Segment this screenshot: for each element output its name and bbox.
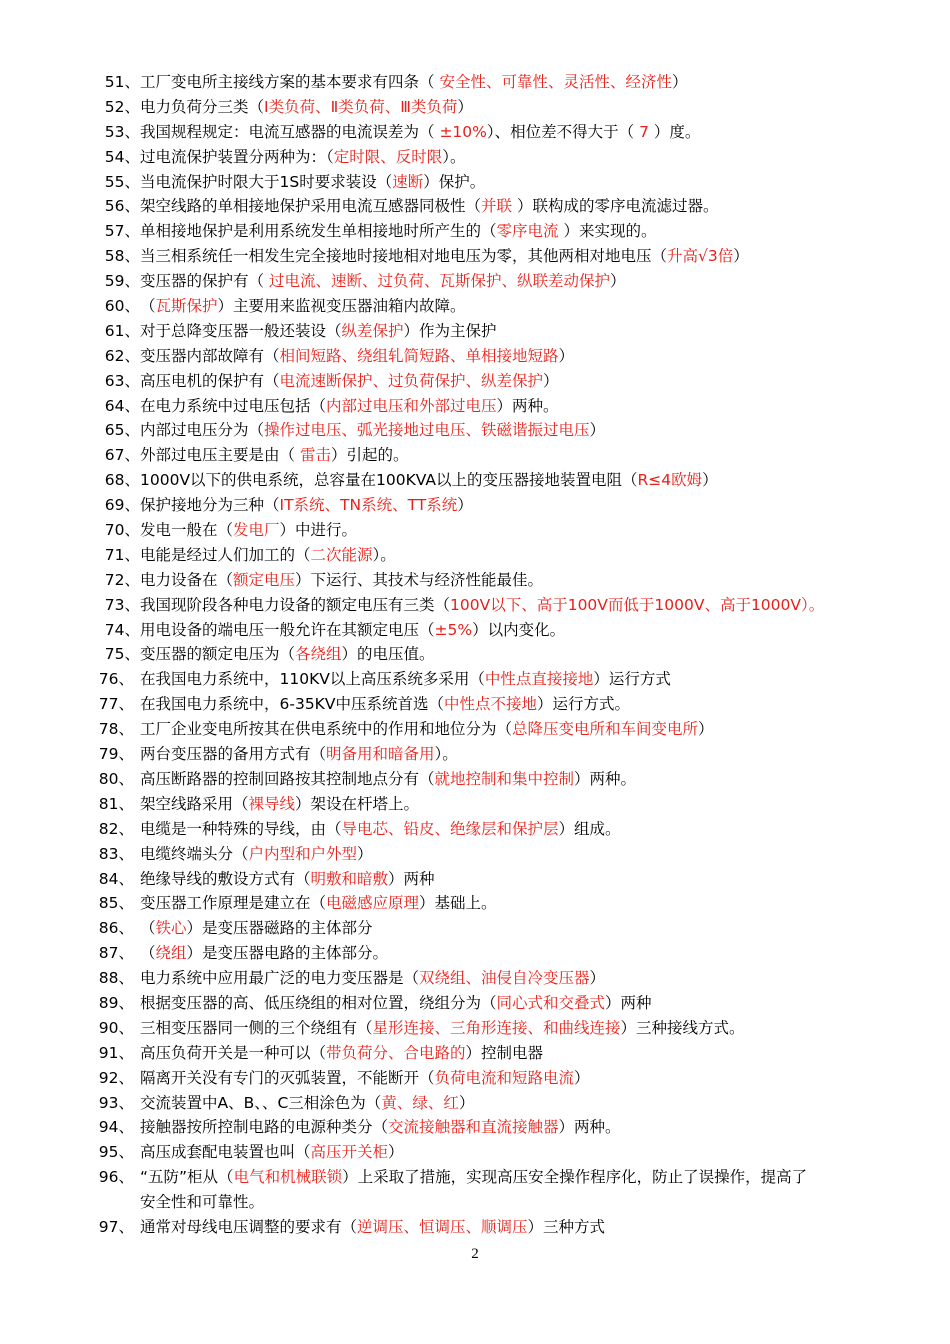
question-line bbox=[0, 1066, 950, 1091]
prompt-text: 对于总降变压器一般还装设（ bbox=[140, 321, 342, 340]
prompt-text: 交流装置中A、B、、C三相涂色为（ bbox=[140, 1093, 382, 1112]
prompt-text: ）两种。 bbox=[496, 396, 559, 415]
question-text bbox=[140, 941, 388, 966]
prompt-text: ） bbox=[357, 844, 373, 863]
question-text bbox=[140, 593, 824, 618]
question-text bbox=[140, 1016, 745, 1041]
answer-text: 安全性、可靠性、灵活性、经济性 bbox=[439, 73, 672, 91]
question-number: 83、 bbox=[98, 844, 134, 863]
answer-text: 相间短路、绕组轧简短路、单相接地短路 bbox=[279, 346, 559, 365]
prompt-text: 发电一般在（ bbox=[140, 521, 234, 540]
prompt-text: 高压断路器的控制回路按其控制地点分有（ bbox=[140, 769, 435, 788]
question-text bbox=[140, 394, 559, 419]
question-number: 97、 bbox=[98, 1217, 134, 1236]
question-text bbox=[140, 1115, 621, 1140]
question-line bbox=[0, 717, 950, 742]
prompt-text: ） bbox=[543, 371, 559, 390]
question-text bbox=[140, 891, 497, 916]
question-number: 91、 bbox=[98, 1043, 134, 1062]
prompt-text: 高压成套配电装置也叫（ bbox=[140, 1143, 311, 1162]
answer-text: ±5% bbox=[434, 620, 473, 639]
question-number: 82、 bbox=[98, 819, 134, 838]
prompt-text: ）两种 bbox=[388, 869, 435, 888]
prompt-text: ）下运行、其技术与经济性能最佳。 bbox=[295, 570, 544, 589]
prompt-text: 变压器的保护有（ bbox=[140, 272, 269, 291]
answer-text: 高压开关柜 bbox=[310, 1143, 389, 1162]
question-number: 62、 bbox=[104, 346, 140, 365]
answer-text: 就地控制和集中控制 bbox=[434, 769, 575, 788]
prompt-text: 在电力系统中过电压包括（ bbox=[140, 396, 327, 415]
prompt-text: 通常对母线电压调整的要求有（ bbox=[140, 1217, 358, 1236]
answer-text: ±10% bbox=[439, 122, 487, 141]
answer-text: 零序电流 bbox=[496, 222, 559, 241]
question-text bbox=[140, 170, 485, 195]
prompt-text: ）控制电器 bbox=[465, 1043, 544, 1062]
question-line bbox=[0, 568, 950, 593]
prompt-text: ） bbox=[702, 471, 718, 490]
prompt-text: 工厂企业变电所按其在供电系统中的作用和地位分为（ bbox=[140, 720, 513, 739]
question-number: 71、 bbox=[104, 545, 140, 564]
question-text bbox=[140, 1190, 264, 1215]
question-number: 89、 bbox=[98, 993, 134, 1012]
question-number: 84、 bbox=[98, 869, 134, 888]
prompt-text: ）来实现的。 bbox=[558, 222, 657, 241]
prompt-text: 变压器内部故障有（ bbox=[140, 346, 280, 365]
prompt-text: ）运行方式。 bbox=[536, 695, 630, 714]
question-number: 93、 bbox=[98, 1093, 134, 1112]
answer-text: 内部过电压和外部过电压 bbox=[326, 396, 497, 415]
question-number: 51、 bbox=[104, 73, 140, 91]
question-number: 94、 bbox=[98, 1118, 134, 1137]
prompt-text: 当电流保护时限大于1S时要求装设（ bbox=[140, 172, 393, 191]
answer-text: 瓦斯保护 bbox=[155, 297, 218, 316]
prompt-text: ） bbox=[671, 73, 688, 91]
question-text bbox=[140, 1041, 543, 1066]
question-line bbox=[0, 916, 950, 941]
question-line bbox=[0, 593, 950, 618]
question-number: 78、 bbox=[98, 720, 134, 739]
question-line bbox=[0, 269, 950, 294]
question-line bbox=[0, 319, 950, 344]
question-number: 77、 bbox=[98, 695, 134, 714]
question-line bbox=[0, 991, 950, 1016]
prompt-text: ） bbox=[574, 1068, 590, 1087]
question-text bbox=[140, 1140, 404, 1165]
prompt-text: 电力系统中应用最广泛的电力变压器是（ bbox=[140, 969, 420, 988]
prompt-text: ）三种接线方式。 bbox=[620, 1018, 745, 1037]
answer-text: 过电流、速断、过负荷、瓦斯保护、纵联差动保护 bbox=[268, 272, 610, 291]
question-number: 64、 bbox=[104, 396, 140, 415]
question-text bbox=[140, 95, 473, 120]
question-number: 53、 bbox=[104, 122, 140, 141]
answer-text: 同心式和交叠式 bbox=[496, 993, 606, 1012]
prompt-text: 电力负荷分三类（ bbox=[140, 97, 265, 116]
prompt-text: ）组成。 bbox=[558, 819, 621, 838]
question-line bbox=[0, 543, 950, 568]
answer-text: 发电厂 bbox=[233, 521, 280, 540]
question-line bbox=[0, 443, 950, 468]
question-line bbox=[0, 742, 950, 767]
prompt-text: ）引起的。 bbox=[330, 446, 409, 465]
question-line bbox=[0, 692, 950, 717]
question-line bbox=[0, 468, 950, 493]
question-line bbox=[0, 817, 950, 842]
question-number: 87、 bbox=[98, 944, 134, 963]
question-number: 59、 bbox=[104, 272, 140, 291]
prompt-text: ）主要用来监视变压器油箱内故障。 bbox=[217, 297, 466, 316]
prompt-text: 接触器按所控制电路的电源种类分（ bbox=[140, 1118, 389, 1137]
question-text bbox=[140, 692, 630, 717]
question-number: 52、 bbox=[104, 97, 140, 116]
prompt-text: ）是变压器磁路的主体部分 bbox=[186, 919, 373, 938]
prompt-text: ）保护。 bbox=[423, 172, 486, 191]
prompt-text: ） bbox=[733, 247, 749, 266]
answer-text: 并联 bbox=[481, 197, 513, 216]
question-text bbox=[140, 1066, 590, 1091]
question-text bbox=[140, 742, 458, 767]
answer-text: 星形连接、三角形连接、和曲线连接 bbox=[372, 1018, 621, 1037]
answer-text: 各绕组 bbox=[295, 645, 342, 664]
prompt-text: ）。 bbox=[372, 545, 396, 564]
question-number: 56、 bbox=[104, 197, 140, 216]
prompt-text: ） bbox=[388, 1143, 404, 1162]
question-number: 72、 bbox=[104, 570, 140, 589]
question-number: 55、 bbox=[104, 172, 140, 191]
question-number: 90、 bbox=[98, 1018, 134, 1037]
question-number: 86、 bbox=[98, 919, 134, 938]
question-number: 69、 bbox=[104, 496, 140, 515]
question-text bbox=[140, 642, 435, 667]
question-number: 54、 bbox=[104, 147, 140, 166]
question-number: 75、 bbox=[104, 645, 140, 664]
question-number: 73、 bbox=[104, 595, 140, 614]
question-line bbox=[0, 294, 950, 319]
answer-text: 雷击 bbox=[299, 446, 331, 465]
question-text bbox=[140, 543, 396, 568]
question-text bbox=[140, 219, 656, 244]
question-number: 74、 bbox=[104, 620, 140, 639]
question-number: 88、 bbox=[98, 969, 134, 988]
question-text bbox=[140, 618, 565, 643]
answer-text: 交流接触器和直流接触器 bbox=[388, 1118, 559, 1137]
question-line bbox=[0, 891, 950, 916]
question-line bbox=[0, 369, 950, 394]
answer-text: 纵差保护 bbox=[341, 321, 404, 340]
question-line bbox=[0, 120, 950, 145]
prompt-text: ）是变压器电路的主体部分。 bbox=[186, 944, 389, 963]
question-line bbox=[0, 70, 950, 95]
answer-text: 定时限、反时限 bbox=[333, 147, 443, 166]
prompt-text: ）度。 bbox=[648, 122, 701, 141]
prompt-text: ）以内变化。 bbox=[472, 620, 566, 639]
question-line bbox=[0, 867, 950, 892]
question-line bbox=[0, 170, 950, 195]
answer-text: 速断 bbox=[392, 172, 424, 191]
question-text bbox=[140, 1165, 807, 1190]
question-text bbox=[140, 767, 636, 792]
prompt-text: 我国现阶段各种电力设备的额定电压有三类（ bbox=[140, 595, 451, 614]
question-number: 92、 bbox=[98, 1068, 134, 1087]
question-number: 68、 bbox=[104, 471, 140, 490]
question-text bbox=[140, 717, 714, 742]
question-text bbox=[140, 817, 621, 842]
prompt-text: 用电设备的端电压一般允许在其额定电压（ bbox=[140, 620, 435, 639]
answer-text: 裸导线 bbox=[248, 794, 296, 813]
question-line bbox=[0, 842, 950, 867]
question-text bbox=[140, 1091, 474, 1116]
question-line bbox=[0, 1165, 950, 1190]
answer-text: 总降压变电所和车间变电所 bbox=[512, 720, 699, 739]
question-line bbox=[0, 518, 950, 543]
question-text bbox=[140, 369, 559, 394]
question-text bbox=[140, 468, 718, 493]
prompt-text: 当三相系统任一相发生完全接地时接地相对地电压为零，其他两相对地电压（ bbox=[140, 247, 668, 266]
prompt-text: 外部过电压主要是由（ bbox=[140, 446, 300, 465]
prompt-text: ）。 bbox=[434, 745, 458, 764]
prompt-text: 隔离开关没有专门的灭弧装置，不能断开（ bbox=[140, 1068, 435, 1087]
question-line bbox=[0, 618, 950, 643]
prompt-text: ）上采取了措施，实现高压安全操作程序化，防止了误操作，提高了 bbox=[342, 1168, 808, 1187]
question-number: 65、 bbox=[104, 421, 140, 440]
prompt-text: ） bbox=[457, 97, 473, 116]
prompt-text: ） bbox=[457, 496, 473, 515]
prompt-text: ） bbox=[609, 272, 626, 291]
question-text bbox=[140, 518, 357, 543]
prompt-text: 工厂变电所主接线方案的基本要求有四条（ bbox=[140, 73, 440, 91]
prompt-text: 在我国电力系统中，6-35KV中压系统首选（ bbox=[140, 695, 444, 714]
question-text bbox=[140, 867, 435, 892]
question-number: 70、 bbox=[104, 521, 140, 540]
question-text bbox=[140, 269, 625, 294]
question-text bbox=[140, 319, 497, 344]
question-number: 96、 bbox=[98, 1168, 134, 1187]
answer-text: R≤4欧姆 bbox=[637, 471, 703, 490]
question-line bbox=[0, 792, 950, 817]
question-line bbox=[0, 244, 950, 269]
question-line bbox=[0, 1016, 950, 1041]
answer-text: 铁心 bbox=[155, 919, 187, 938]
question-line bbox=[0, 394, 950, 419]
question-text bbox=[140, 120, 700, 145]
question-line bbox=[0, 667, 950, 692]
prompt-text: 电缆终端头分（ bbox=[140, 844, 249, 863]
question-number: 76、 bbox=[98, 670, 134, 689]
prompt-text: 过电流保护装置分两种为：（ bbox=[140, 147, 334, 166]
question-number: 80、 bbox=[98, 769, 134, 788]
question-line bbox=[0, 344, 950, 369]
question-line bbox=[0, 1091, 950, 1116]
prompt-text: 电能是经过人们加工的（ bbox=[140, 545, 311, 564]
question-line bbox=[0, 493, 950, 518]
answer-text: 带负荷分、合电路的 bbox=[326, 1043, 466, 1062]
prompt-text: ）、相位差不得大于（ bbox=[486, 122, 640, 141]
question-line bbox=[0, 1215, 950, 1240]
answer-text: 电流速断保护、过负荷保护、纵差保护 bbox=[279, 371, 544, 390]
question-line bbox=[0, 642, 950, 667]
prompt-text: ） bbox=[558, 346, 575, 365]
prompt-text: 我国规程规定：电流互感器的电流误差为（ bbox=[140, 122, 440, 141]
question-text bbox=[140, 916, 373, 941]
question-number: 60、 bbox=[104, 297, 140, 316]
prompt-text: ）三种方式 bbox=[527, 1217, 606, 1236]
prompt-text: ） bbox=[698, 720, 714, 739]
question-text bbox=[140, 966, 605, 991]
prompt-text: 内部过电压分为（ bbox=[140, 421, 265, 440]
prompt-text: 电力设备在（ bbox=[140, 570, 234, 589]
question-line bbox=[0, 941, 950, 966]
prompt-text: 在我国电力系统中，110KV以上高压系统多采用（ bbox=[140, 670, 485, 689]
prompt-text: （ bbox=[140, 919, 156, 938]
question-text bbox=[140, 194, 718, 219]
prompt-text: ）两种。 bbox=[574, 769, 637, 788]
question-text bbox=[140, 443, 408, 468]
answer-text: 双绕组、油侵自冷变压器 bbox=[419, 969, 590, 988]
prompt-text: 三相变压器同一侧的三个绕组有（ bbox=[140, 1018, 373, 1037]
prompt-text: 绝缘导线的敷设方式有（ bbox=[140, 869, 311, 888]
question-number: 67、 bbox=[104, 446, 140, 465]
answer-text: 100V以下、高于100V而低于1000V、高于1000V）。 bbox=[450, 595, 825, 614]
prompt-text: ） bbox=[589, 969, 606, 988]
question-number: 95、 bbox=[98, 1143, 134, 1162]
prompt-text: ）两种。 bbox=[558, 1118, 621, 1137]
question-text bbox=[140, 842, 373, 867]
prompt-text: ）联构成的零序电流滤过器。 bbox=[512, 197, 719, 216]
prompt-text: 1000V以下的供电系统，总容量在100KVA以上的变压器接地装置电阻（ bbox=[140, 471, 638, 490]
prompt-text: ）基础上。 bbox=[419, 894, 497, 913]
answer-text: 明敷和暗敷 bbox=[310, 869, 389, 888]
prompt-text: ）两种 bbox=[605, 993, 652, 1012]
prompt-text: 高压电机的保护有（ bbox=[140, 371, 280, 390]
question-line bbox=[0, 219, 950, 244]
prompt-text: “五防”柜从（ bbox=[140, 1168, 234, 1187]
answer-text: 额定电压 bbox=[233, 570, 296, 589]
question-line bbox=[0, 966, 950, 991]
prompt-text: ）运行方式 bbox=[593, 670, 671, 689]
question-text bbox=[140, 991, 652, 1016]
question-number: 85、 bbox=[98, 894, 134, 913]
question-text bbox=[140, 344, 574, 369]
question-line bbox=[0, 1041, 950, 1066]
question-text bbox=[140, 493, 473, 518]
prompt-text: ） bbox=[589, 421, 606, 440]
question-number: 63、 bbox=[104, 371, 140, 390]
prompt-text: 保护接地分为三种（ bbox=[140, 496, 280, 515]
question-text bbox=[140, 418, 605, 443]
prompt-text: 根据变压器的高、低压绕组的相对位置，绕组分为（ bbox=[140, 993, 497, 1012]
prompt-text: 变压器工作原理是建立在（ bbox=[140, 894, 327, 913]
answer-text: 二次能源 bbox=[310, 545, 373, 564]
question-line bbox=[0, 1140, 950, 1165]
question-text bbox=[140, 244, 749, 269]
answer-text: 电磁感应原理 bbox=[326, 894, 420, 913]
question-list bbox=[0, 70, 950, 1240]
question-number: 61、 bbox=[104, 321, 140, 340]
question-line bbox=[0, 145, 950, 170]
prompt-text: 架空线路采用（ bbox=[140, 794, 249, 813]
question-line bbox=[0, 418, 950, 443]
prompt-text: （ bbox=[140, 297, 156, 316]
question-number: 57、 bbox=[104, 222, 140, 241]
prompt-text: ）。 bbox=[442, 147, 466, 166]
prompt-text: ）中进行。 bbox=[279, 521, 358, 540]
prompt-text: 变压器的额定电压为（ bbox=[140, 645, 296, 664]
answer-text: 负荷电流和短路电流 bbox=[434, 1068, 575, 1087]
page-number: 2 bbox=[471, 1246, 479, 1262]
question-text bbox=[140, 792, 419, 817]
prompt-text: 高压负荷开关是一种可以（ bbox=[140, 1043, 327, 1062]
question-text bbox=[140, 667, 671, 692]
question-text bbox=[140, 70, 687, 95]
answer-text: 户内型和户外型 bbox=[248, 844, 358, 863]
prompt-text: ）的电压值。 bbox=[341, 645, 435, 664]
prompt-text: 安全性和可靠性。 bbox=[140, 1193, 265, 1212]
prompt-text: 电缆是一种特殊的导线，由（ bbox=[140, 819, 342, 838]
question-text bbox=[140, 1215, 605, 1240]
question-text bbox=[140, 568, 543, 593]
question-number: 79、 bbox=[98, 745, 134, 764]
question-number: 58、 bbox=[104, 247, 140, 266]
prompt-text: （ bbox=[140, 944, 156, 963]
answer-text: 升高√3倍 bbox=[667, 247, 734, 266]
question-line bbox=[0, 1115, 950, 1140]
answer-text: 导电芯、铅皮、绝缘层和保护层 bbox=[341, 819, 559, 838]
question-text bbox=[140, 145, 466, 170]
answer-text: 绕组 bbox=[155, 944, 187, 963]
prompt-text: 架空线路的单相接地保护采用电流互感器同极性（ bbox=[140, 197, 482, 216]
answer-text: 7 bbox=[639, 122, 649, 141]
prompt-text: ）作为主保护 bbox=[403, 321, 497, 340]
prompt-text: ） bbox=[458, 1093, 475, 1112]
question-line bbox=[0, 95, 950, 120]
prompt-text: ）架设在杆塔上。 bbox=[295, 794, 420, 813]
answer-text: IT系统、TN系统、TT系统 bbox=[279, 496, 458, 515]
prompt-text: 单相接地保护是利用系统发生单相接地时所产生的（ bbox=[140, 222, 497, 241]
answer-text: 黄、绿、红 bbox=[381, 1093, 459, 1112]
question-line bbox=[0, 1190, 950, 1215]
answer-text: 中性点直接接地 bbox=[484, 670, 594, 689]
answer-text: 中性点不接地 bbox=[443, 695, 537, 714]
question-line bbox=[0, 767, 950, 792]
answer-text: 操作过电压、弧光接地过电压、铁磁谐振过电压 bbox=[264, 421, 590, 440]
answer-text: Ⅰ类负荷、Ⅱ类负荷、Ⅲ类负荷 bbox=[264, 97, 458, 116]
question-line bbox=[0, 194, 950, 219]
question-text bbox=[140, 294, 466, 319]
answer-text: 逆调压、恒调压、顺调压 bbox=[357, 1217, 528, 1236]
prompt-text: 两台变压器的备用方式有（ bbox=[140, 745, 327, 764]
answer-text: 明备用和暗备用 bbox=[326, 745, 435, 764]
question-number: 81、 bbox=[98, 794, 134, 813]
answer-text: 电气和机械联锁 bbox=[233, 1168, 343, 1187]
